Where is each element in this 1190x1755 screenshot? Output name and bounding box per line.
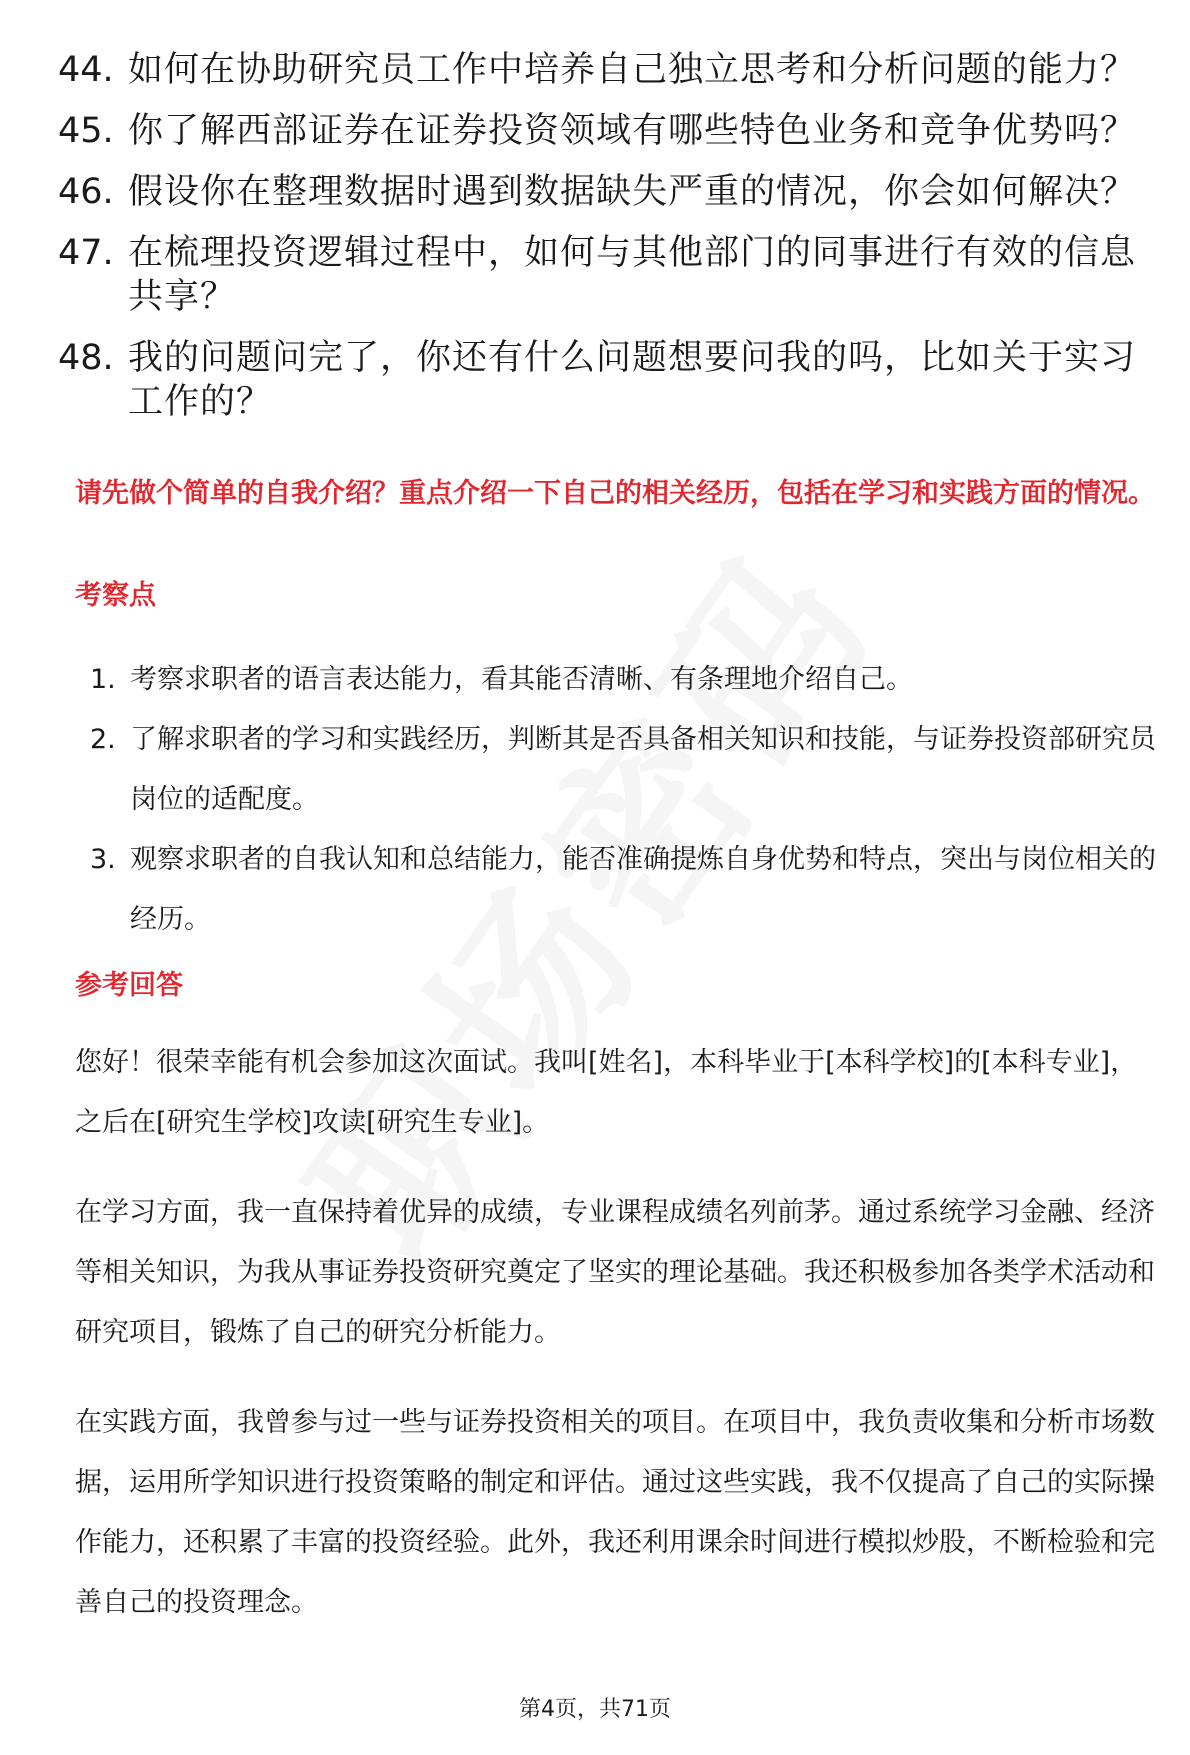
key-point-number: 2.	[90, 724, 116, 755]
answer-title: 参考回答	[75, 970, 183, 1001]
answer-paragraph: 在学习方面，我一直保持着优异的成绩，专业课程成绩名列前茅。通过系统学习金融、经济等相关知识，为我从事证券投资研究奠定了坚实的理论基础。我还积极参加各类学术活动和研究项目，锻炼了自己的研究分析能力。	[75, 1197, 1155, 1348]
question-item	[58, 336, 1148, 424]
question-item	[58, 109, 1148, 153]
key-point-text: 考察求职者的语言表达能力，看其能否清晰、有条理地介绍自己。	[130, 664, 913, 695]
question-item	[58, 231, 1148, 319]
key-point-number: 3.	[90, 844, 116, 875]
key-point-item	[90, 650, 1160, 710]
answer-paragraph: 您好！很荣幸能有机会参加这次面试。我叫[姓名]，本科毕业于[本科学校]的[本科专业]，之后在[研究生学校]攻读[研究生专业]。	[75, 1047, 1138, 1138]
question-number: 48.	[58, 338, 114, 378]
question-text: 我的问题问完了，你还有什么问题想要问我的吗，比如关于实习工作的？	[128, 338, 1137, 422]
question-text: 假设你在整理数据时遇到数据缺失严重的情况，你会如何解决？	[128, 172, 1137, 212]
answer-paragraph: 在实践方面，我曾参与过一些与证券投资相关的项目。在项目中，我负责收集和分析市场数据，运用所学知识进行投资策略的制定和评估。通过这些实践，我不仅提高了自己的实际操作能力，还积累了丰富的投资经验。此外，我还利用课余时间进行模拟炒股，不断检验和完善自己的投资理念。	[75, 1407, 1155, 1618]
key-point-number: 1.	[90, 664, 116, 695]
question-number: 46.	[58, 172, 114, 212]
page-footer: 第4页，共71页	[519, 1697, 671, 1722]
key-points-list	[90, 650, 1160, 950]
question-text: 你了解西部证券在证券投资领域有哪些特色业务和竞争优势吗？	[128, 111, 1137, 151]
question-number: 47.	[58, 233, 114, 273]
question-text: 在梳理投资逻辑过程中，如何与其他部门的同事进行有效的信息共享？	[128, 233, 1137, 317]
question-list	[58, 48, 1148, 441]
key-point-text: 观察求职者的自我认知和总结能力，能否准确提炼自身优势和特点，突出与岗位相关的经历。	[130, 844, 1156, 935]
question-text: 如何在协助研究员工作中培养自己独立思考和分析问题的能力？	[128, 50, 1137, 90]
question-item	[58, 170, 1148, 214]
key-point-text: 了解求职者的学习和实践经历，判断其是否具备相关知识和技能，与证券投资部研究员岗位的适配度。	[130, 724, 1156, 815]
question-item	[58, 48, 1148, 92]
key-point-item	[90, 830, 1160, 950]
key-points-title: 考察点	[75, 580, 156, 611]
key-point-item	[90, 710, 1160, 830]
question-number: 44.	[58, 50, 114, 90]
question-number: 45.	[58, 111, 114, 151]
interview-question-heading: 请先做个简单的自我介绍？重点介绍一下自己的相关经历，包括在学习和实践方面的情况。	[75, 478, 1155, 509]
